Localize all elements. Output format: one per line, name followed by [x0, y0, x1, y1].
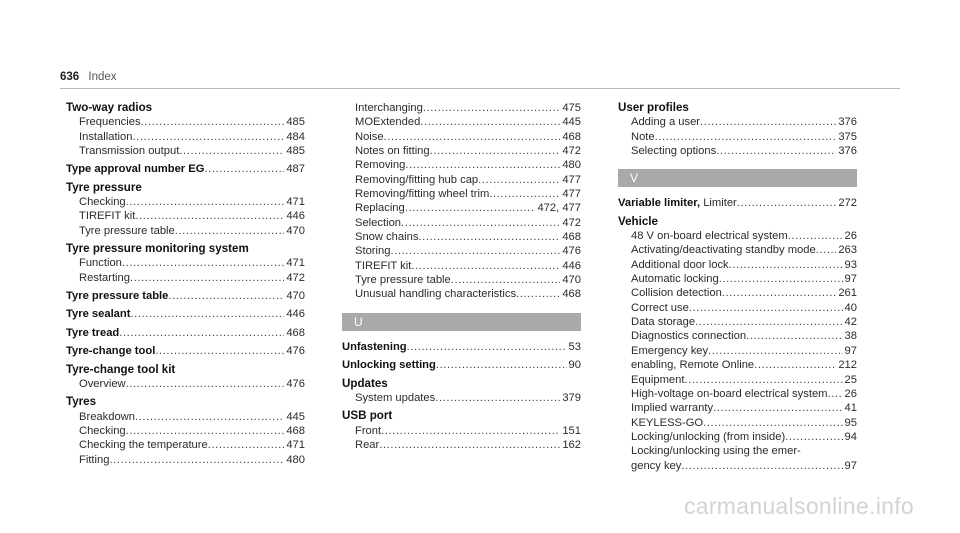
header-divider: [60, 88, 900, 89]
entry-term: Diagnostics connection: [631, 330, 747, 343]
index-subentry[interactable]: [66, 453, 305, 467]
index-entry[interactable]: [618, 196, 857, 210]
index-subentry[interactable]: [342, 438, 581, 452]
dot-leader: [420, 115, 560, 129]
index-subentry[interactable]: [618, 416, 857, 430]
index-subentry[interactable]: [618, 459, 857, 473]
page-ref[interactable]: 97: [844, 459, 857, 472]
dot-leader: [785, 430, 842, 444]
dot-leader: [381, 424, 560, 438]
index-entry[interactable]: [66, 162, 305, 176]
dot-leader: [126, 424, 285, 438]
index-subentry[interactable]: [66, 271, 305, 285]
dot-leader: [695, 315, 842, 329]
entry-term: Transmission output: [79, 145, 180, 158]
dot-leader: [405, 201, 536, 215]
index-subentry[interactable]: [66, 115, 305, 129]
dot-leader: [130, 307, 284, 321]
entry-term: Selection: [355, 216, 402, 229]
page-ref[interactable]: 446: [562, 259, 581, 272]
dot-leader: [405, 158, 560, 172]
page-ref[interactable]: 261: [838, 287, 857, 300]
entry-term: Tyre pressure table: [79, 224, 175, 237]
page-ref[interactable]: 95: [844, 416, 857, 429]
entry-term: Adding a user: [631, 116, 701, 129]
page-ref[interactable]: 468: [286, 326, 305, 339]
index-entry[interactable]: [66, 344, 305, 358]
entry-term: Removing/fitting wheel trim: [355, 188, 490, 201]
index-entry[interactable]: [342, 340, 581, 354]
dot-leader: [719, 272, 843, 286]
dot-leader: [204, 162, 284, 176]
dot-leader: [418, 230, 560, 244]
index-subentry[interactable]: [618, 115, 857, 129]
dot-leader: [135, 410, 284, 424]
entry-heading: Type approval number EG: [66, 163, 205, 176]
page-ref[interactable]: 90: [568, 359, 581, 372]
dot-leader: [379, 438, 560, 452]
dot-leader: [179, 144, 284, 158]
page-ref[interactable]: 445: [562, 116, 581, 129]
entry-term: Additional door lock: [631, 258, 729, 271]
dot-leader: [141, 115, 285, 129]
entry-term: Selecting options: [631, 145, 717, 158]
index-subentry[interactable]: [618, 387, 857, 401]
dot-leader: [722, 286, 837, 300]
index-subentry[interactable]: [66, 438, 305, 452]
entry-term: [66, 162, 204, 176]
entry-term: Removing: [355, 159, 406, 172]
page-ref[interactable]: 480: [286, 453, 305, 466]
page-ref[interactable]: 477: [562, 173, 581, 186]
entry-term: KEYLESS-GO: [631, 416, 704, 429]
entry-term: Checking the temperature: [79, 439, 208, 452]
index-column-1: [66, 101, 305, 467]
entry-term: Storing: [355, 245, 391, 258]
entry-term: High-voltage on-board electrical system: [631, 387, 828, 400]
index-subentry[interactable]: [342, 201, 581, 215]
page-ref[interactable]: 471: [286, 196, 305, 209]
watermark: carmanualsonline.info: [683, 493, 914, 519]
entry-term: Collision detection: [631, 287, 722, 300]
entry-term: enabling, Remote Online: [631, 359, 755, 372]
dot-leader: [126, 377, 285, 391]
page-ref[interactable]: 485: [286, 145, 305, 158]
page-ref[interactable]: 470: [286, 290, 305, 303]
entry-term: Interchanging: [355, 102, 423, 114]
page-ref[interactable]: 379: [562, 391, 581, 404]
page-ref[interactable]: 26: [844, 387, 857, 400]
dot-leader: [703, 416, 842, 430]
page-ref[interactable]: 468: [562, 130, 581, 143]
index-subentry[interactable]: [342, 391, 581, 405]
page-ref[interactable]: 472: [562, 145, 581, 158]
page-ref[interactable]: 487: [286, 163, 305, 176]
entry-term: Note: [631, 130, 655, 143]
page-ref[interactable]: 472, 477: [537, 202, 581, 215]
dot-leader: [119, 326, 284, 340]
entry-term: [66, 307, 130, 321]
entry-see: Limiter: [700, 197, 737, 210]
entry-term: Implied warranty: [631, 402, 714, 415]
entry-term: TIREFIT kit: [79, 210, 136, 223]
dot-leader: [208, 438, 285, 452]
dot-leader: [754, 358, 836, 372]
entry-term: Function: [79, 257, 122, 270]
dot-leader: [411, 259, 560, 273]
page-ref[interactable]: 41: [844, 402, 857, 415]
index-subentry[interactable]: [66, 130, 305, 144]
entry-heading: Tyre sealant: [66, 308, 131, 321]
page-ref[interactable]: 480: [562, 159, 581, 172]
index-heading: Tyre pressure monitoring system: [66, 242, 249, 256]
page-ref[interactable]: 97: [844, 273, 857, 286]
page-ref[interactable]: 263: [838, 244, 857, 257]
index-subentry[interactable]: [618, 301, 857, 315]
entry-term: Fitting: [79, 453, 110, 466]
page-ref[interactable]: 484: [286, 130, 305, 143]
dot-leader: [685, 373, 843, 387]
dot-leader: [133, 130, 285, 144]
page-ref[interactable]: 212: [838, 359, 857, 372]
entry-term: Frequencies: [79, 116, 141, 129]
page-header: [60, 71, 117, 83]
entry-term: System updates: [355, 391, 436, 404]
dot-leader: [135, 209, 284, 223]
entry-term: [342, 358, 436, 372]
page-number: 636: [60, 71, 80, 83]
dot-leader: [435, 391, 560, 405]
dot-leader: [168, 289, 284, 303]
page-ref[interactable]: 472: [286, 271, 305, 284]
entry-term: Replacing: [355, 202, 405, 215]
dot-leader: [130, 271, 284, 285]
entry-term: Checking: [79, 196, 126, 209]
index-subentry[interactable]: [342, 130, 581, 144]
index-subentry[interactable]: [342, 173, 581, 187]
entry-term: MOExtended: [355, 116, 421, 129]
dot-leader: [451, 273, 561, 287]
entry-term: Equipment: [631, 373, 685, 386]
entry-term: Breakdown: [79, 410, 135, 423]
dot-leader: [430, 144, 561, 158]
entry-term: Correct use: [631, 301, 689, 314]
page-ref[interactable]: 38: [844, 330, 857, 343]
dot-leader: [737, 196, 837, 210]
index-subentry[interactable]: [618, 373, 857, 387]
entry-term: Notes on fitting: [355, 145, 430, 158]
dot-leader: [828, 387, 843, 401]
dot-leader: [700, 115, 836, 129]
index-subentry[interactable]: [618, 258, 857, 272]
page-ref[interactable]: 476: [286, 345, 305, 358]
index-subentry[interactable]: [618, 130, 857, 144]
dot-leader: [126, 195, 285, 209]
index-subentry[interactable]: [342, 101, 581, 115]
page-ref[interactable]: 445: [286, 410, 305, 423]
index-heading: Tyre pressure: [66, 180, 142, 194]
page-ref[interactable]: 375: [838, 130, 857, 143]
page-ref[interactable]: 468: [562, 288, 581, 301]
index-entry[interactable]: [66, 289, 305, 303]
index-subentry[interactable]: [618, 144, 857, 158]
entry-term: [66, 289, 168, 303]
dot-leader: [155, 344, 284, 358]
page-ref[interactable]: 376: [838, 116, 857, 129]
entry-heading: Unfastening: [342, 340, 407, 353]
page-ref[interactable]: 470: [286, 224, 305, 237]
index-subentry[interactable]: [342, 158, 581, 172]
section-letter: U: [342, 313, 581, 331]
page-ref[interactable]: 476: [286, 377, 305, 390]
index-subentry[interactable]: [618, 272, 857, 286]
index-subentry[interactable]: [618, 329, 857, 343]
page-ref[interactable]: 97: [844, 344, 857, 357]
page-ref[interactable]: 40: [844, 301, 857, 314]
page-ref[interactable]: 468: [562, 231, 581, 244]
index-subentry[interactable]: [342, 230, 581, 244]
dot-leader: [122, 256, 284, 270]
page-ref[interactable]: 151: [562, 424, 581, 437]
entry-term: [66, 326, 119, 340]
page-ref[interactable]: 93: [844, 258, 857, 271]
index-subentry[interactable]: [66, 224, 305, 238]
dot-leader: [489, 187, 560, 201]
dot-leader: [708, 344, 842, 358]
index-subentry[interactable]: [342, 259, 581, 273]
entry-heading: Variable limiter,: [618, 197, 701, 210]
entry-term: Data storage: [631, 316, 696, 329]
dot-leader: [478, 173, 560, 187]
section-title: Index: [88, 71, 117, 83]
entry-term: Noise: [355, 130, 384, 143]
entry-heading: Tyre tread: [66, 326, 120, 339]
dot-leader: [681, 459, 842, 473]
index-subentry[interactable]: [618, 430, 857, 444]
dot-leader: [384, 130, 561, 144]
page-ref[interactable]: 272: [838, 197, 857, 210]
page-ref[interactable]: 472: [562, 216, 581, 229]
page-ref[interactable]: 42: [844, 316, 857, 329]
index-entry[interactable]: [66, 326, 305, 340]
entry-term: Locking/unlocking (from inside): [631, 430, 786, 443]
entry-term: Unusual handling characteristics: [355, 288, 517, 301]
dot-leader: [436, 358, 567, 372]
dot-leader: [729, 258, 843, 272]
page-ref[interactable]: 446: [286, 210, 305, 223]
entry-term: Front: [355, 424, 382, 437]
index-subentry[interactable]: [342, 244, 581, 258]
entry-heading: Tyre pressure table: [66, 290, 169, 303]
page-ref[interactable]: 53: [568, 340, 581, 353]
dot-leader: [390, 244, 560, 258]
entry-term: [66, 344, 155, 358]
page-ref[interactable]: 376: [838, 145, 857, 158]
entry-term: Overview: [79, 377, 126, 390]
index-subentry[interactable]: [66, 377, 305, 391]
entry-term: 48 V on-board electrical system: [631, 230, 788, 243]
index-subentry: Locking/unlocking using the emer-: [631, 445, 801, 458]
entry-term: Restarting: [79, 271, 130, 284]
dot-leader: [109, 453, 284, 467]
entry-term: Removing/fitting hub cap: [355, 173, 479, 186]
page-ref[interactable]: 94: [844, 430, 857, 443]
dot-leader: [655, 130, 837, 144]
page-ref[interactable]: 485: [286, 116, 305, 129]
dot-leader: [401, 216, 560, 230]
dot-leader: [816, 243, 837, 257]
index-column-2: [342, 101, 581, 452]
index-subentry[interactable]: [66, 424, 305, 438]
index-heading: Two-way radios: [66, 101, 153, 114]
dot-leader: [407, 340, 567, 354]
page-ref[interactable]: 471: [286, 257, 305, 270]
entry-term: Tyre pressure table: [355, 274, 451, 287]
page-ref[interactable]: 476: [562, 245, 581, 258]
page-ref[interactable]: 468: [286, 424, 305, 437]
section-letter: V: [618, 169, 857, 187]
index-subentry[interactable]: [342, 115, 581, 129]
index-subentry[interactable]: [342, 216, 581, 230]
index-subentry[interactable]: [66, 410, 305, 424]
index-entry[interactable]: [342, 358, 581, 372]
page-ref[interactable]: 471: [286, 439, 305, 452]
entry-heading: Unlocking setting: [342, 359, 436, 372]
index-subentry[interactable]: [618, 358, 857, 372]
dot-leader: [788, 229, 843, 243]
index-subentry[interactable]: [342, 187, 581, 201]
dot-leader: [175, 224, 285, 238]
page-ref[interactable]: 26: [844, 230, 857, 243]
index-subentry[interactable]: [342, 273, 581, 287]
index-entry[interactable]: [66, 307, 305, 321]
entry-heading: Tyre-change tool: [66, 345, 156, 358]
dot-leader: [716, 144, 836, 158]
index-column-3: [618, 101, 857, 473]
page-ref[interactable]: 162: [562, 438, 581, 451]
index-subentry[interactable]: [342, 424, 581, 438]
index-subentry[interactable]: [66, 195, 305, 209]
index-subentry[interactable]: [66, 256, 305, 270]
entry-term: TIREFIT kit: [355, 259, 412, 272]
dot-leader: [516, 287, 560, 301]
index-subentry[interactable]: [618, 243, 857, 257]
index-subentry[interactable]: [618, 344, 857, 358]
entry-term: Rear: [355, 438, 380, 451]
entry-term: [342, 340, 407, 354]
index-subentry[interactable]: [342, 144, 581, 158]
index-subentry[interactable]: [66, 209, 305, 223]
entry-term: Installation: [79, 130, 133, 143]
index-heading: Tyres: [66, 395, 97, 409]
dot-leader: [746, 329, 842, 343]
dot-leader: [423, 101, 561, 115]
page-ref[interactable]: 475: [562, 102, 581, 114]
entry-term: gency key: [631, 459, 682, 472]
entry-term: [618, 196, 737, 210]
index-heading: USB port: [342, 409, 393, 423]
entry-term: Activating/deactivating standby mode: [631, 244, 816, 257]
index-heading: User profiles: [618, 101, 689, 114]
index-subentry[interactable]: [618, 315, 857, 329]
index-subentry[interactable]: [66, 144, 305, 158]
index-subentry[interactable]: [342, 287, 581, 301]
page-ref[interactable]: 477: [562, 188, 581, 201]
entry-term: Checking: [79, 424, 126, 437]
entry-term: Snow chains: [355, 231, 419, 244]
dot-leader: [713, 401, 842, 415]
page-ref[interactable]: 470: [562, 274, 581, 287]
index-subentry[interactable]: [618, 401, 857, 415]
dot-leader: [689, 301, 843, 315]
index-heading: Updates: [342, 376, 388, 390]
index-heading: Tyre-change tool kit: [66, 362, 176, 376]
page-ref[interactable]: 25: [844, 373, 857, 386]
index-subentry[interactable]: [618, 229, 857, 243]
entry-term: Emergency key: [631, 344, 709, 357]
index-heading: Vehicle: [618, 214, 658, 228]
entry-term: Automatic locking: [631, 273, 719, 286]
index-subentry[interactable]: [618, 286, 857, 300]
page-ref[interactable]: 446: [286, 308, 305, 321]
